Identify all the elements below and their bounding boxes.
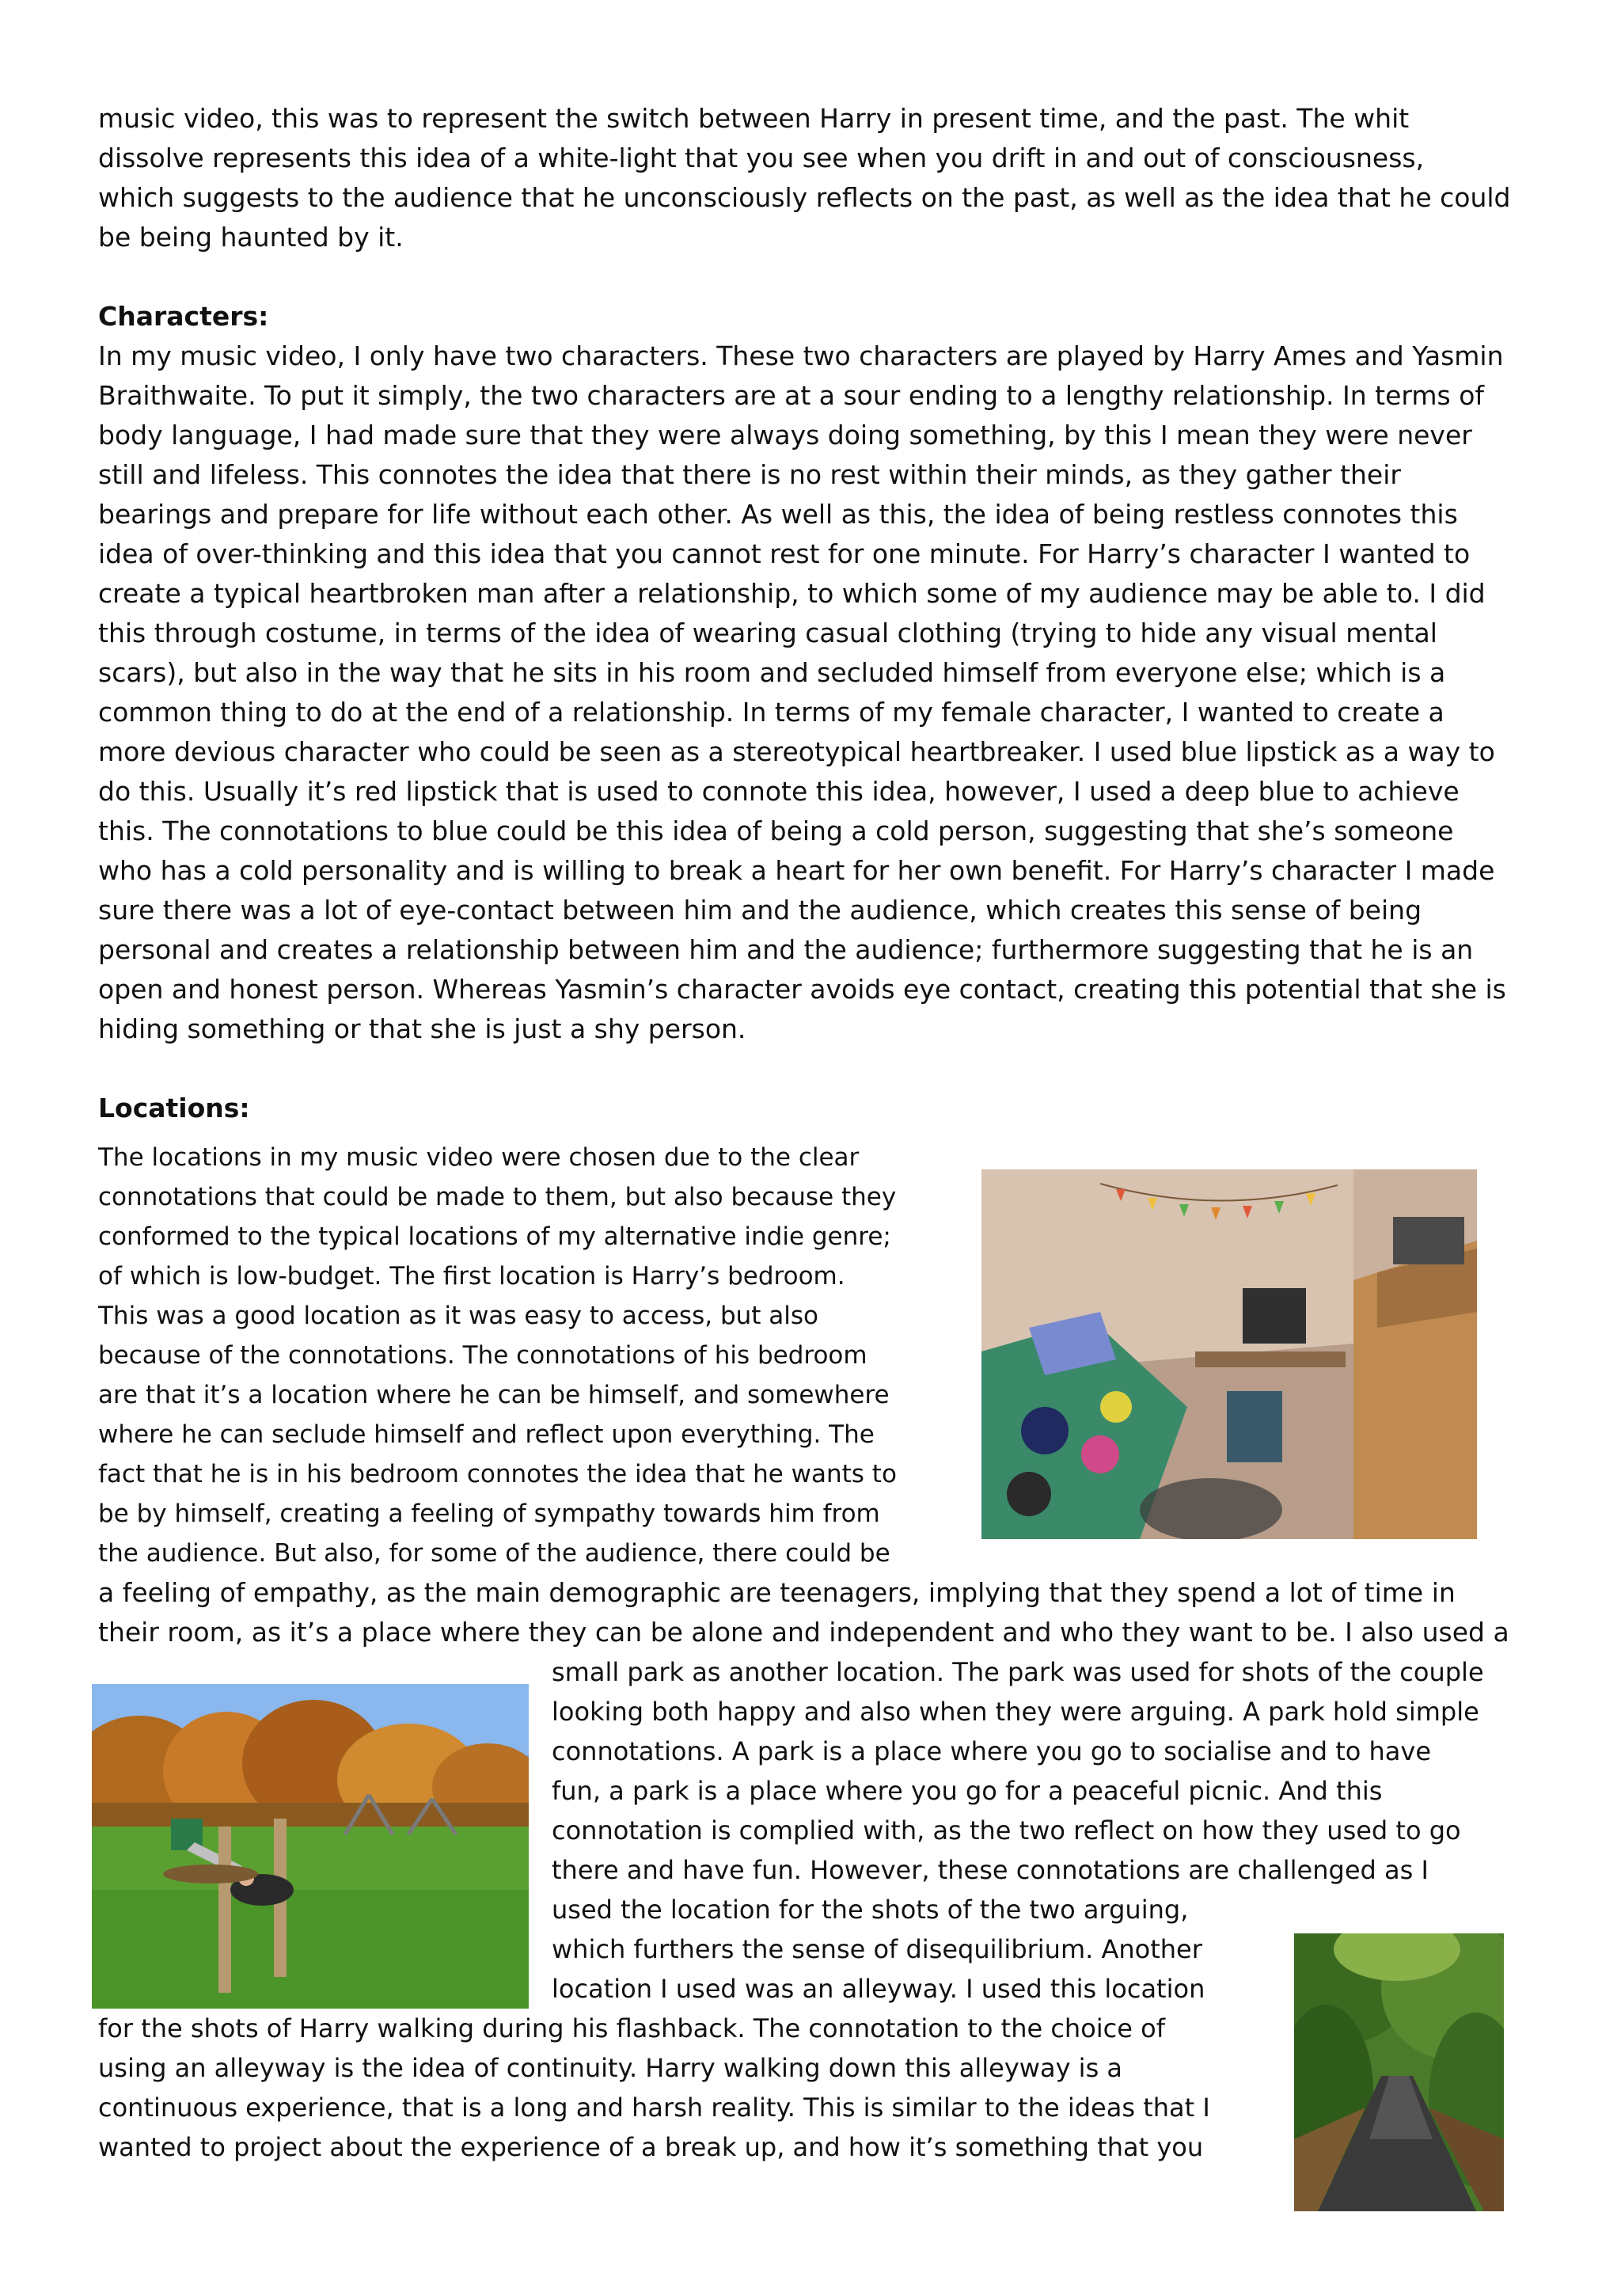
locations-line: are that it’s a location where he can be himself, and somewhere xyxy=(98,1381,890,1409)
locations-line: a feeling of empathy, as the main demographic are teenagers, implying that they spend a lot of time in xyxy=(98,1577,1456,1608)
characters-line: create a typical heartbroken man after a relationship, to which some of my audience may be able to. I did xyxy=(98,578,1486,609)
characters-line: more devious character who could be seen as a stereotypical heartbreaker. I used blue lipstick as a way to xyxy=(98,736,1495,767)
park-photo xyxy=(92,1684,529,2009)
intro-line: music video, this was to represent the switch between Harry in present time, and the past. The whit xyxy=(98,103,1410,134)
characters-heading: Characters: xyxy=(98,301,269,332)
locations-line: conformed to the typical locations of my alternative indie genre; xyxy=(98,1222,891,1251)
characters-line: this through costume, in terms of the idea of wearing casual clothing (trying to hide any visual mental xyxy=(98,618,1437,648)
locations-line: The locations in my music video were chosen due to the clear xyxy=(98,1143,860,1172)
intro-line: be being haunted by it. xyxy=(98,222,404,253)
locations-heading: Locations: xyxy=(98,1093,250,1123)
bedroom-photo xyxy=(981,1169,1477,1539)
locations-line: connotations. A park is a place where you go to socialise and to have xyxy=(552,1736,1432,1766)
characters-line: Braithwaite. To put it simply, the two characters are at a sour ending to a lengthy relationship. In terms of xyxy=(98,380,1485,411)
characters-line: sure there was a lot of eye-contact between him and the audience, which creates this sense of being xyxy=(98,895,1422,926)
characters-line: hiding something or that she is just a shy person. xyxy=(98,1013,746,1044)
locations-line: fun, a park is a place where you go for a peaceful picnic. And this xyxy=(552,1776,1383,1806)
locations-line: This was a good location as it was easy to access, but also xyxy=(98,1302,819,1330)
locations-line: using an alleyway is the idea of continuity. Harry walking down this alleyway is a xyxy=(98,2053,1123,2083)
locations-line: because of the connotations. The connotations of his bedroom xyxy=(98,1341,867,1370)
locations-line: of which is low-budget. The first location is Harry’s bedroom. xyxy=(98,1262,845,1291)
locations-line: the audience. But also, for some of the audience, there could be xyxy=(98,1539,890,1568)
intro-line: dissolve represents this idea of a white-light that you see when you drift in and out of consciousness, xyxy=(98,143,1425,173)
characters-line: this. The connotations to blue could be this idea of being a cold person, suggesting that she’s someone xyxy=(98,815,1454,846)
locations-line: continuous experience, that is a long and harsh reality. This is similar to the ideas that I xyxy=(98,2093,1210,2123)
locations-line: looking both happy and also when they were arguing. A park hold simple xyxy=(552,1697,1479,1727)
characters-line: open and honest person. Whereas Yasmin’s character avoids eye contact, creating this potential that she is xyxy=(98,974,1506,1005)
locations-line: small park as another location. The park was used for shots of the couple xyxy=(552,1657,1484,1687)
characters-line: idea of over-thinking and this idea that you cannot rest for one minute. For Harry’s character I wanted to xyxy=(98,538,1471,569)
characters-line: bearings and prepare for life without each other. As well as this, the idea of being restless connotes this xyxy=(98,499,1458,530)
locations-line: used the location for the shots of the two arguing, xyxy=(552,1895,1189,1925)
locations-line: be by himself, creating a feeling of sympathy towards him from xyxy=(98,1500,880,1528)
locations-line: where he can seclude himself and reflect upon everything. The xyxy=(98,1420,875,1449)
locations-line: location I used was an alleyway. I used this location xyxy=(552,1974,1205,2004)
characters-line: personal and creates a relationship between him and the audience; furthermore suggesting that he is an xyxy=(98,934,1474,965)
locations-line: their room, as it’s a place where they can be alone and independent and who they want to be. I also used a xyxy=(98,1617,1509,1648)
locations-line: which furthers the sense of disequilibrium. Another xyxy=(552,1934,1202,1964)
locations-line: for the shots of Harry walking during his flashback. The connotation to the choice of xyxy=(98,2013,1165,2043)
intro-line: which suggests to the audience that he unconsciously reflects on the past, as well as the idea that he could xyxy=(98,182,1511,213)
locations-line: there and have fun. However, these connotations are challenged as I xyxy=(552,1855,1429,1885)
locations-line: fact that he is in his bedroom connotes the idea that he wants to xyxy=(98,1460,897,1488)
characters-line: In my music video, I only have two characters. These two characters are played by Harry Ames and Yasmin xyxy=(98,340,1504,371)
characters-line: scars), but also in the way that he sits in his room and secluded himself from everyone else; which is a xyxy=(98,657,1446,688)
characters-line: do this. Usually it’s red lipstick that is used to connote this idea, however, I used a deep blue to achieve xyxy=(98,776,1460,807)
characters-line: still and lifeless. This connotes the idea that there is no rest within their minds, as they gather their xyxy=(98,459,1401,490)
locations-line: connotations that could be made to them, but also because they xyxy=(98,1183,897,1211)
alleyway-photo xyxy=(1294,1933,1504,2211)
locations-line: wanted to project about the experience of a break up, and how it’s something that you xyxy=(98,2132,1204,2162)
characters-line: who has a cold personality and is willing to break a heart for her own benefit. For Harry’s character I made xyxy=(98,855,1495,886)
characters-line: body language, I had made sure that they were always doing something, by this I mean they were never xyxy=(98,420,1472,450)
locations-line: connotation is complied with, as the two reflect on how they used to go xyxy=(552,1815,1461,1846)
characters-line: common thing to do at the end of a relationship. In terms of my female character, I wanted to create a xyxy=(98,697,1444,728)
